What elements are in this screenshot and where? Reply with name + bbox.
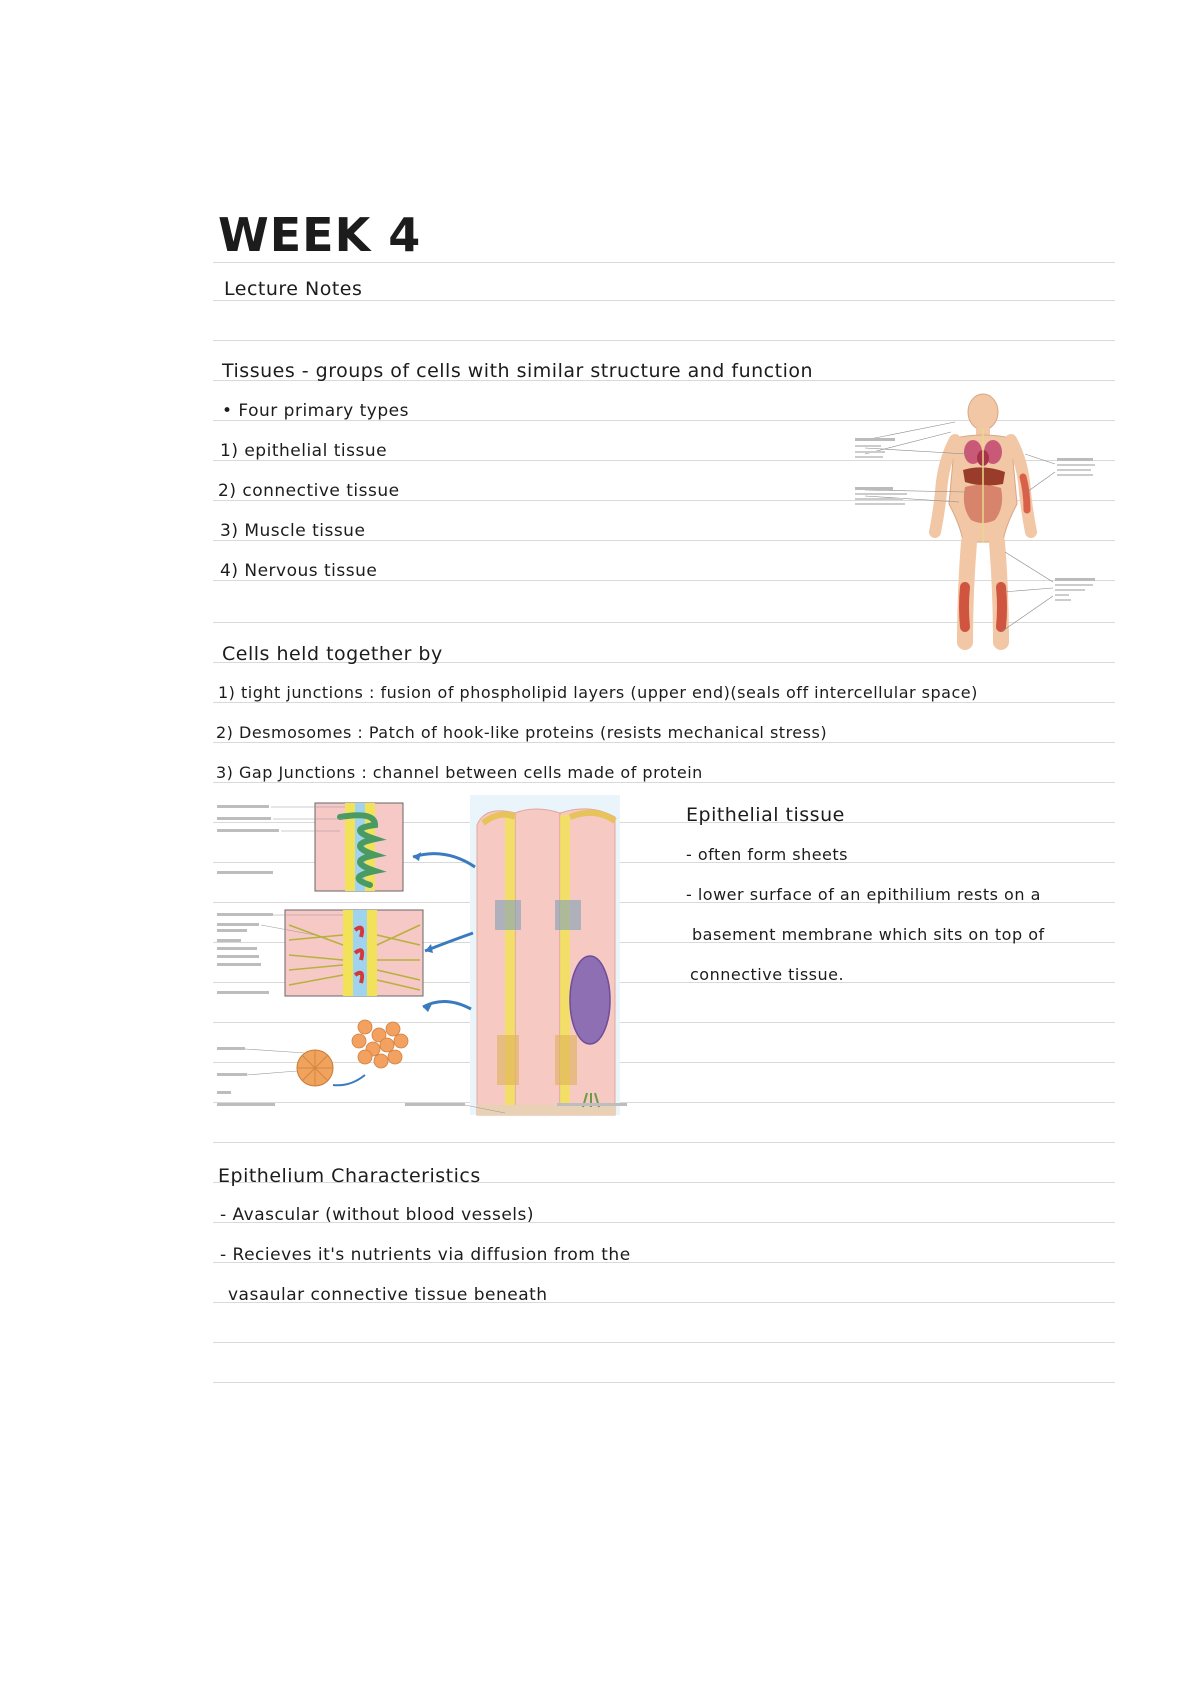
page-subtitle: Lecture Notes xyxy=(224,278,363,300)
ruled-line xyxy=(213,340,1115,341)
characteristics-line: vasaular connective tissue beneath xyxy=(228,1285,548,1305)
epithelial-line: - often form sheets xyxy=(686,845,849,864)
junction-item: 2) Desmosomes : Patch of hook-like proteins (resists mechanical stress) xyxy=(216,723,828,742)
tissue-item: 2) connective tissue xyxy=(218,481,400,501)
characteristics-line: - Recieves it's nutrients via diffusion from the xyxy=(220,1245,631,1265)
characteristics-line: - Avascular (without blood vessels) xyxy=(220,1205,535,1225)
ruled-line xyxy=(213,782,1115,783)
page-title: WEEK 4 xyxy=(218,208,422,262)
characteristics-heading: Epithelium Characteristics xyxy=(218,1165,481,1187)
epithelial-line: basement membrane which sits on top of xyxy=(692,925,1045,944)
ruled-line xyxy=(213,262,1115,263)
ruled-line xyxy=(213,742,1115,743)
epithelial-heading: Epithelial tissue xyxy=(686,804,845,826)
tissue-item: 4) Nervous tissue xyxy=(220,561,378,581)
tissues-heading: Tissues - groups of cells with similar structure and function xyxy=(222,360,814,382)
junction-item: 1) tight junctions : fusion of phospholipid layers (upper end)(seals off intercellular space) xyxy=(218,683,978,702)
junctions-heading: Cells held together by xyxy=(222,643,443,665)
tissue-item: 3) Muscle tissue xyxy=(220,521,366,541)
body-tissue-figure xyxy=(855,392,1105,654)
junction-item: 3) Gap Junctions : channel between cells made of protein xyxy=(216,763,703,782)
ruled-line xyxy=(213,1342,1115,1343)
ruled-line xyxy=(213,300,1115,301)
ruled-line xyxy=(213,1382,1115,1383)
tissues-bullet: • Four primary types xyxy=(222,401,409,421)
epithelial-line: - lower surface of an epithilium rests on a xyxy=(686,885,1041,904)
cell-junctions-figure xyxy=(215,795,680,1125)
ruled-line xyxy=(213,702,1115,703)
tissue-item: 1) epithelial tissue xyxy=(220,441,388,461)
ruled-line xyxy=(213,1142,1115,1143)
epithelial-line: connective tissue. xyxy=(690,965,845,984)
